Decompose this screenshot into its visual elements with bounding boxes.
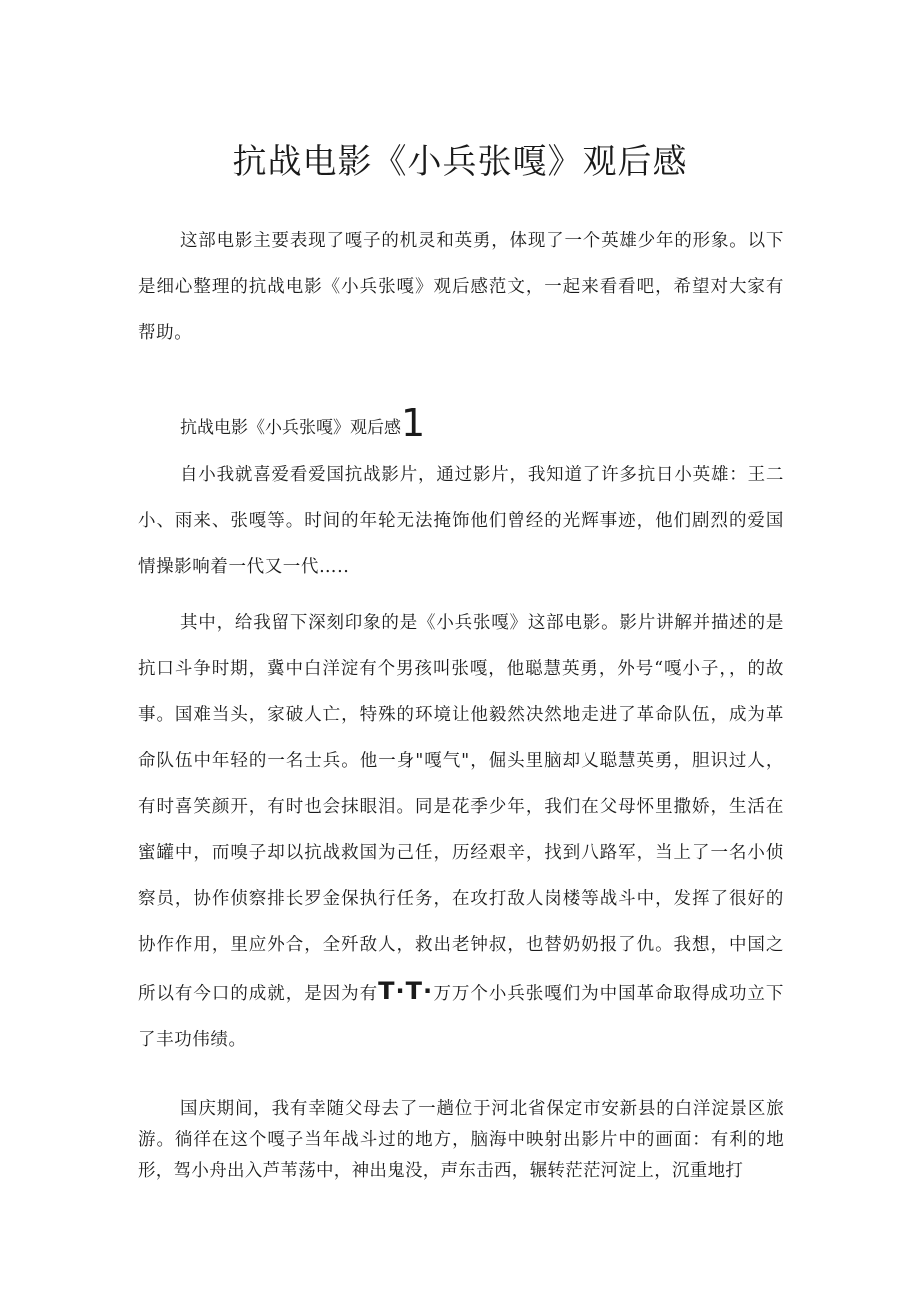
section-heading — [180, 400, 425, 451]
section-heading-text: 抗战电影《小兵张嘎》观后感 — [180, 418, 401, 438]
document-title: 抗战电影《小兵张嘎》观后感 — [232, 142, 688, 182]
body-paragraph-2 — [138, 600, 784, 1063]
body-paragraph-2-marker: T·T· — [378, 977, 434, 1005]
body-paragraph-2-text-after: 万万个小兵张嘎们为中国革命取得成功立下了丰功伟绩。 — [138, 984, 784, 1050]
section-heading-number: 1 — [401, 401, 426, 445]
body-paragraph-3: 国庆期间，我有幸随父母去了一趟位于河北省保定市安新县的白洋淀景区旅游。徜徉在这个嘎子当年战斗过的地方，脑海中映射出影片中的画面：有利的地形，驾小舟出入芦苇荡中，神出鬼没，声东击西，辗转茫茫河淀上，沉重地打 — [138, 1099, 784, 1181]
body-paragraph-2-text-before: 其中，给我留下深刻印象的是《小兵张嘎》这部电影。影片讲解并描述的是抗口斗争时期，冀中白洋淀有个男孩叫张嘎，他聪慧英勇，外号“嘎小子，，的故事。国难当头，家破人亡，特殊的环境让他毅然决然地走进了革命队伍，成为革命队伍中年轻的一名士兵。他一身"嘎气"，倔头里脑却乂聪慧英勇，胆识过人，有时喜笑颜开，有时也会抹眼泪。同是花季少年，我们在父母怀里撒娇，生活在蜜罐中，而嗅子却以抗战救国为己任，历经艰辛，找到八路军，当上了一名小侦察员，协作侦察排长罗金保执行任务，在攻打敌人岗楼等战斗中，发挥了很好的协作作用，里应外合，全歼敌人，救出老钟叔，也替奶奶报了仇。我想，中国之所以有今口的成就，是因为有 — [138, 613, 784, 1004]
intro-paragraph: 这部电影主要表现了嘎子的机灵和英勇，体现了一个英雄少年的形象。以下是细心整理的抗战电影《小兵张嘎》观后感范文，一起来看看吧，希望对大家有帮助。 — [138, 231, 784, 343]
body-paragraph-1: 自小我就喜爱看爱国抗战影片，通过影片，我知道了许多抗日小英雄：王二小、雨来、张嘎等。时间的年轮无法掩饰他们曾经的光辉事迹，他们剧烈的爱国情操影响着一代又一代….. — [138, 465, 784, 577]
